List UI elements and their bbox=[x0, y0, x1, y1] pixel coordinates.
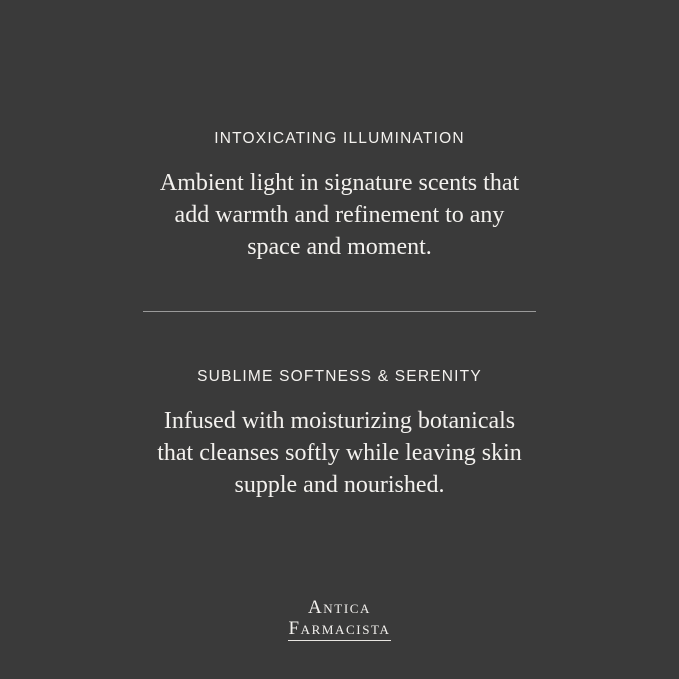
section-description bbox=[0, 405, 679, 501]
description-line: add warmth and refinement to any bbox=[174, 201, 505, 228]
section-heading: INTOXICATING ILLUMINATION bbox=[214, 130, 465, 147]
description-line: supple and nourished. bbox=[234, 471, 445, 498]
description-line: that cleanses softly while leaving skin bbox=[157, 439, 522, 466]
logo-line-1: Antica bbox=[307, 597, 372, 618]
section-divider bbox=[143, 311, 536, 312]
feature-section-illumination bbox=[0, 131, 679, 263]
feature-section-softness bbox=[0, 369, 679, 501]
brand-logo bbox=[0, 597, 679, 641]
description-line: Ambient light in signature scents that bbox=[159, 169, 520, 196]
section-description bbox=[0, 167, 679, 263]
logo-line-2: Farmacista bbox=[288, 618, 391, 639]
section-heading: SUBLIME SOFTNESS & SERENITY bbox=[197, 368, 482, 385]
description-line: Infused with moisturizing botanicals bbox=[163, 407, 516, 434]
description-line: space and moment. bbox=[247, 233, 432, 260]
